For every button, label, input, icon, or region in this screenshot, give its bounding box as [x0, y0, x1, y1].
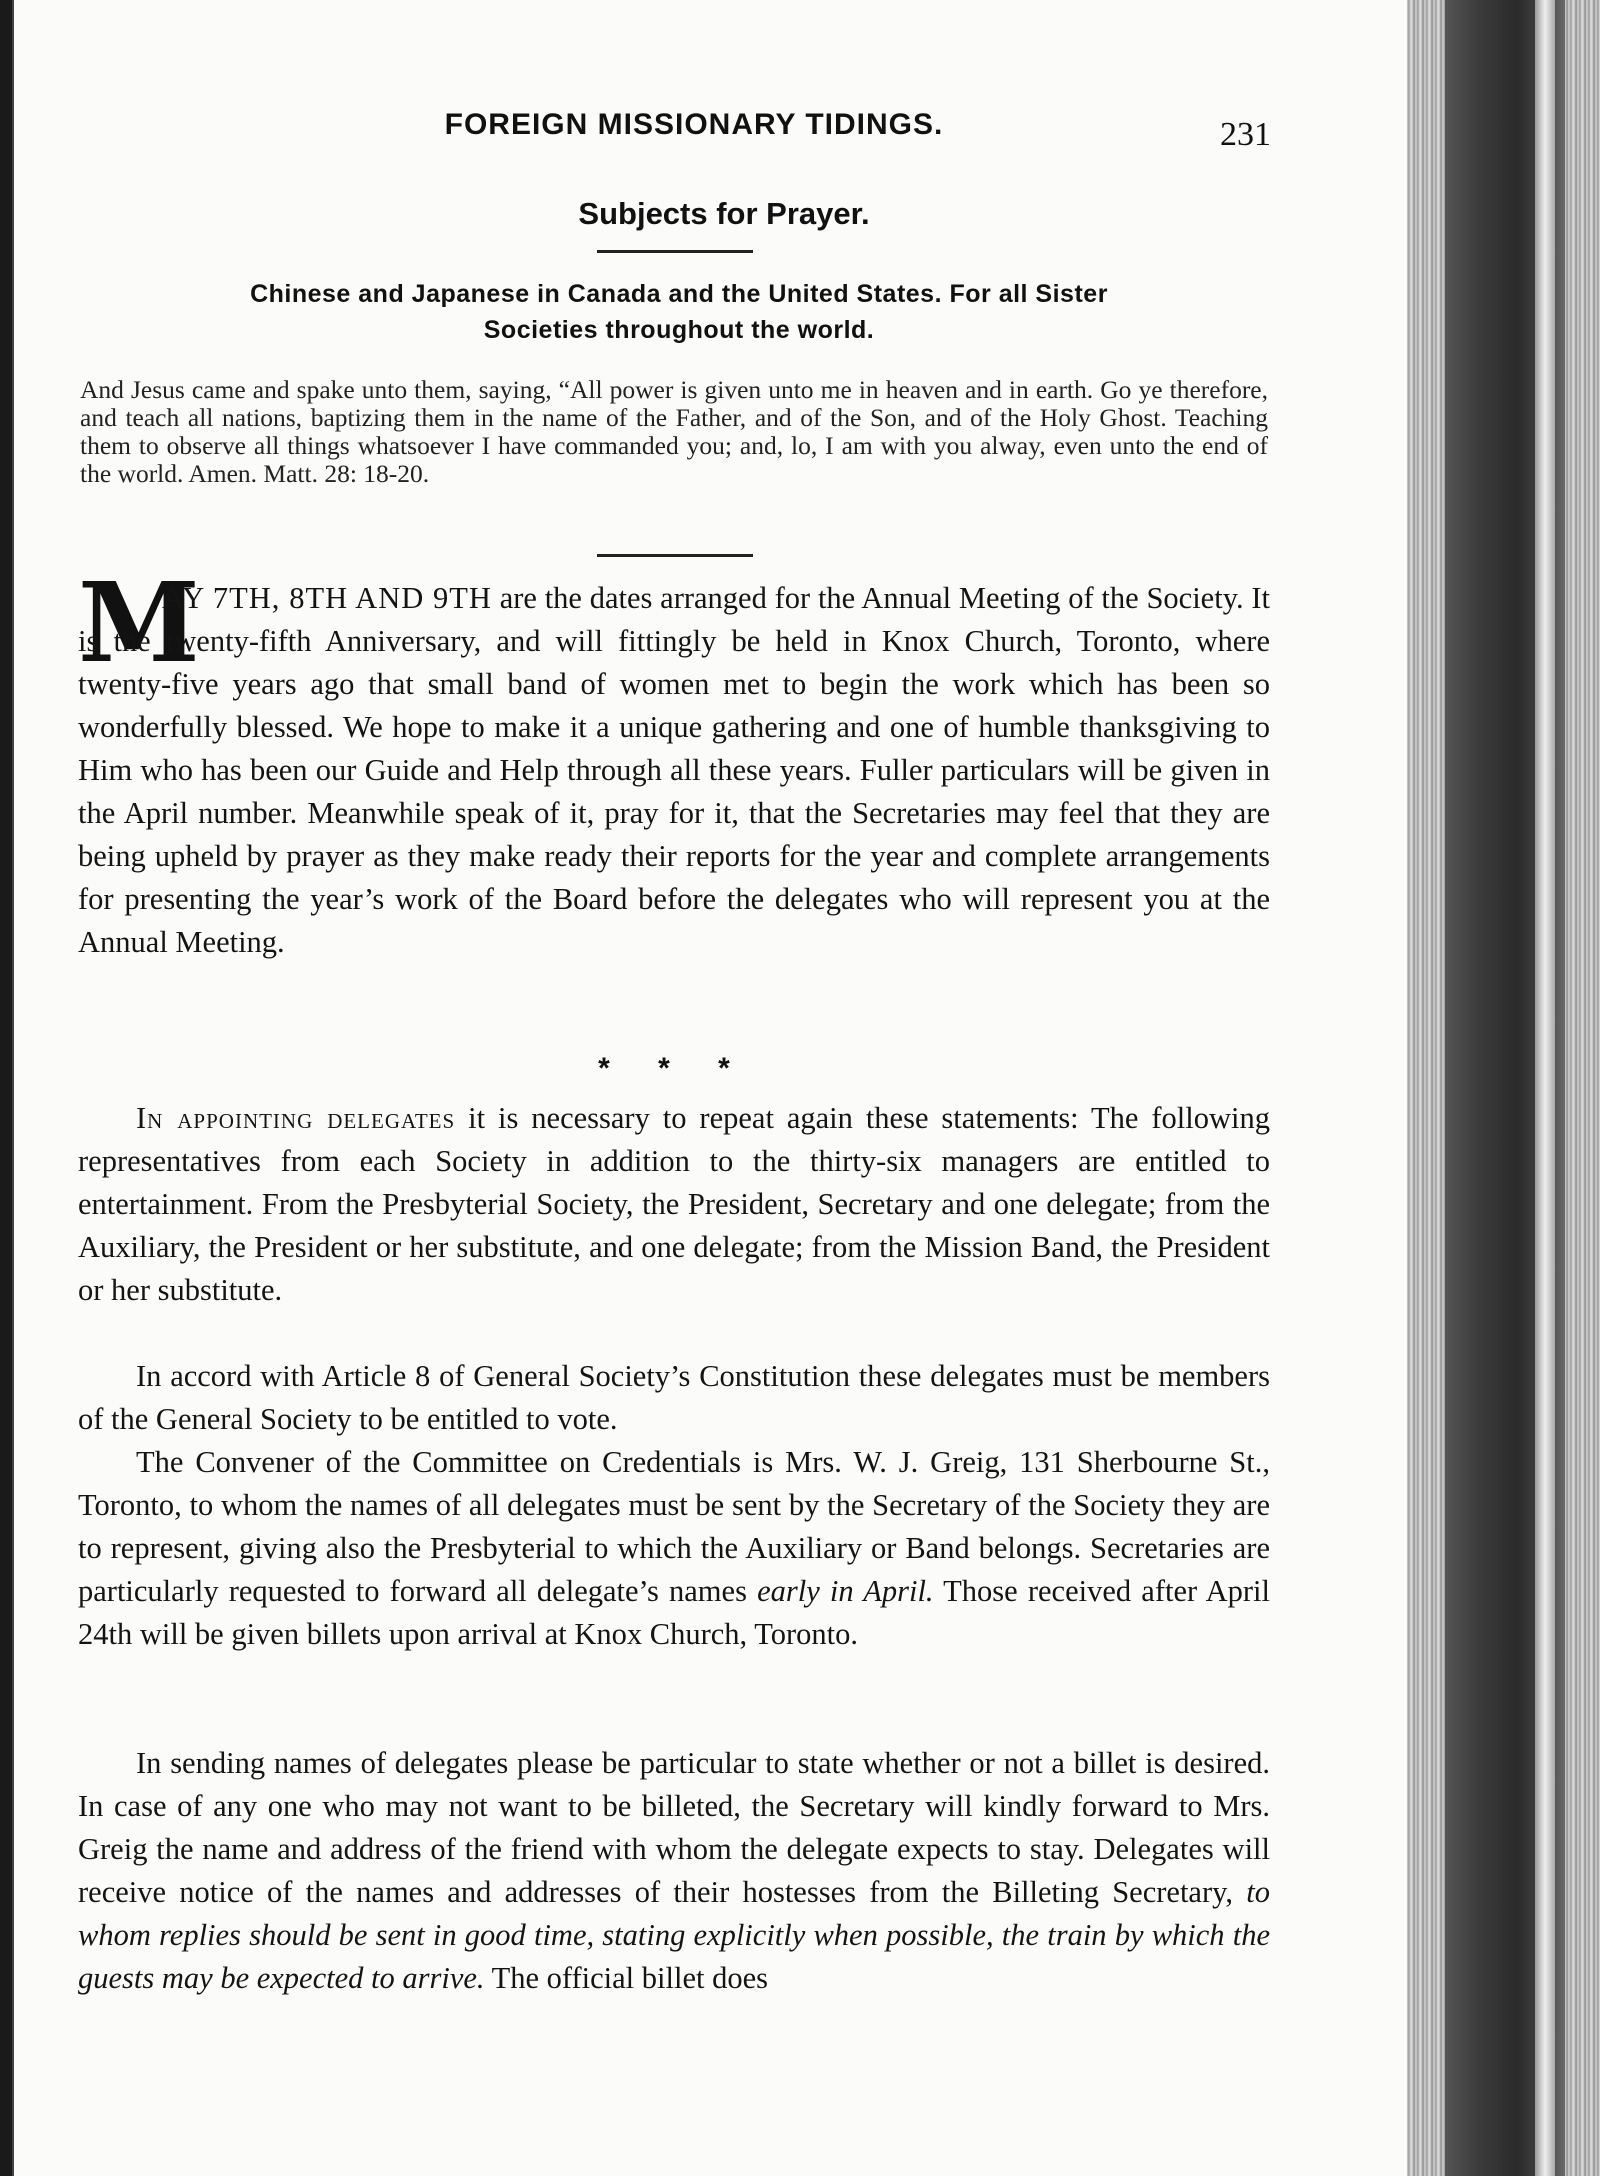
para4-text-after: Those received after April 24th will be given billets upon arrival at Knox Church, Toronto.: [78, 1574, 1270, 1651]
paragraph-article-8: [78, 1355, 1270, 1441]
paragraph-appointing-delegates: [78, 1097, 1270, 1312]
running-head: FOREIGN MISSIONARY TIDINGS.: [444, 108, 944, 141]
scripture-verse: And Jesus came and spake unto them, saying, “All power is given unto me in heaven and in earth. Go ye therefore, and teach all nations, baptizing them in the name of the Father, and of the Son, and of the Holy Ghost. Teaching them to observe all things whatsoever I have commanded you; and, lo, I am with you alway, even unto the end of the world. Amen. Matt. 28: 18-20.: [80, 375, 1268, 488]
para4-italic: early in April.: [757, 1574, 934, 1608]
drop-cap: M: [78, 558, 200, 687]
paragraph-convener: [78, 1441, 1270, 1656]
paragraph-sending-names: [78, 1742, 1270, 2000]
page-number: 231: [1220, 116, 1271, 153]
title-rule: [597, 250, 753, 253]
lead-appointing: In appointing delegates: [136, 1101, 456, 1135]
subjects-line-2: Societies throughout the world.: [483, 316, 875, 344]
para4-text: The Convener of the Committee on Credentials is Mrs. W. J. Greig, 131 Sherbourne St., Toronto, to whom the names of all delegates must be sent by the Secretary of the Society they are to represent, giving also the Presbyterial to which the Auxiliary or Band belongs. Secretaries are particularly requested to forward all delegate’s names: [78, 1445, 1270, 1608]
subjects-line-1: Chinese and Japanese in Canada and the United States. For all Sister: [250, 280, 1108, 308]
paragraph-annual-meeting: [78, 558, 1270, 964]
lead-dates: AY 7TH, 8TH AND 9TH: [162, 581, 492, 615]
para3-text: In accord with Article 8 of General Society’s Constitution these delegates must be members of the General Society to be entitled to vote.: [78, 1359, 1270, 1436]
para5-text-after: The official billet does: [484, 1961, 768, 1995]
para5-italic: to whom replies should be sent in good time, stating explicitly when possible, the train by which the guests may be expected to arrive.: [78, 1875, 1270, 1995]
section-asterisks: * * *: [598, 1052, 750, 1085]
book-page: [12, 0, 1409, 2176]
verse-rule: [597, 554, 753, 557]
para5-text: In sending names of delegates please be particular to state whether or not a billet is desired. In case of any one who may not want to be billeted, the Secretary will kindly forward to Mrs. Greig the name and address of the friend with whom the delegate expects to stay. Delegates will receive notice of the names and addresses of their hostesses from the Billeting Secretary,: [78, 1746, 1270, 1909]
para1-text: are the dates arranged for the Annual Meeting of the Society. It is the twenty-fifth Anniversary, and will fittingly be held in Knox Church, Toronto, where twenty-five years ago that small band of women met to begin the work which has been so wonderfully blessed. We hope to make it a unique gathering and one of humble thanksgiving to Him who has been our Guide and Help through all these years. Fuller particulars will be given in the April number. Meanwhile speak of it, pray for it, that the Secretaries may feel that they are being upheld by prayer as they make ready their reports for the year and complete arrangements for presenting the year’s work of the Board before the delegates who will represent you at the Annual Meeting.: [78, 581, 1270, 959]
section-title: Subjects for Prayer.: [578, 196, 870, 231]
book-edge-highlight: [1535, 0, 1555, 2176]
para2-text: it is necessary to repeat again these statements: The following representatives from each Society in addition to the thirty-six managers are entitled to entertainment. From the Presbyterial Society, the President, Secretary and one delegate; from the Auxiliary, the President or her substitute, and one delegate; from the Mission Band, the President or her substitute.: [78, 1101, 1270, 1307]
